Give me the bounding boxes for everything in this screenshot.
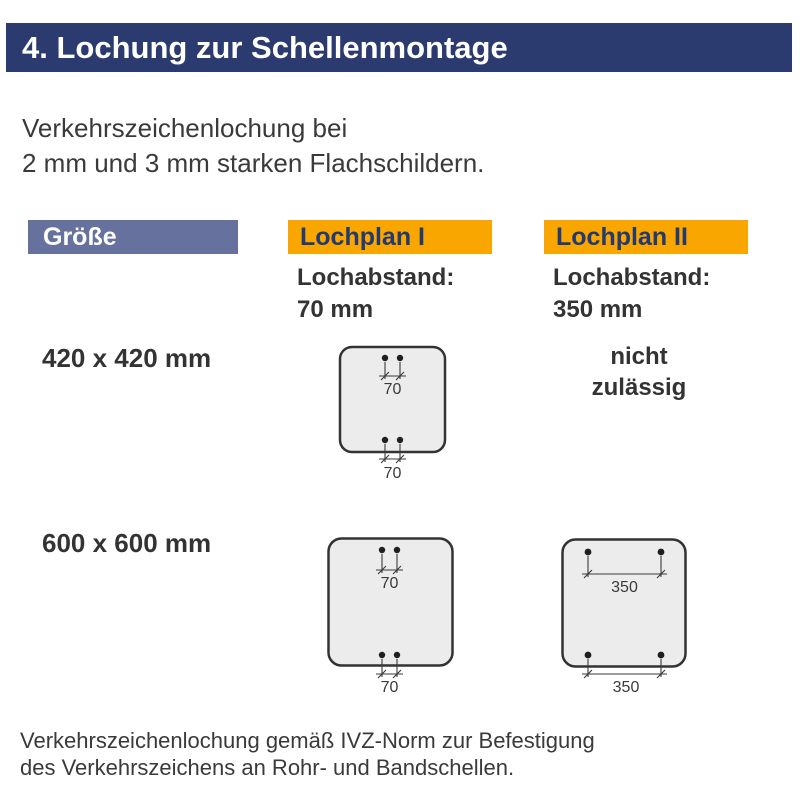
page-title: 4. Lochung zur Schellenmontage bbox=[22, 30, 508, 65]
mounting-hole bbox=[585, 549, 592, 556]
column-header-lochplan2 bbox=[544, 220, 748, 254]
lochplan2-header-label: Lochplan II bbox=[556, 223, 688, 251]
dimension-label-top: 350 bbox=[611, 579, 638, 596]
intro-line2: 2 mm und 3 mm starken Flachschildern. bbox=[22, 148, 485, 178]
lochplan2-not-allowed-note bbox=[565, 341, 713, 403]
mounting-hole bbox=[379, 547, 385, 553]
mounting-hole bbox=[382, 355, 388, 361]
lochplan1-header-label: Lochplan I bbox=[300, 223, 425, 251]
sign-plate-shape bbox=[329, 539, 453, 666]
footer-note bbox=[20, 727, 595, 781]
dimension-label-bottom: 350 bbox=[612, 679, 640, 696]
dimension-label-bottom: 70 bbox=[383, 465, 402, 482]
column-header-lochplan1 bbox=[288, 220, 492, 254]
sign-plate-shape bbox=[563, 540, 686, 667]
mounting-hole bbox=[394, 547, 400, 553]
column-header-size bbox=[28, 220, 238, 254]
size-label-420: 420 x 420 mm bbox=[42, 343, 212, 373]
dimension-label-bottom: 70 bbox=[380, 679, 399, 696]
mounting-hole bbox=[382, 437, 388, 443]
lochplan1-spacing-value: 70 mm bbox=[297, 296, 374, 323]
mounting-hole bbox=[394, 652, 400, 658]
sign-plate-shape bbox=[340, 347, 445, 452]
lochplan1-spacing-title: Lochabstand: bbox=[297, 264, 455, 291]
sign-diagram-420-lochplan1 bbox=[330, 342, 460, 492]
mounting-hole bbox=[658, 549, 665, 556]
section-title-bar bbox=[6, 23, 792, 72]
lochplan2-spacing-value: 350 mm bbox=[553, 296, 643, 323]
not-allowed-line1: nicht bbox=[610, 343, 668, 370]
mounting-hole bbox=[585, 652, 592, 659]
lochplan2-spacing-title: Lochabstand: bbox=[553, 264, 711, 291]
sign-diagram-600-lochplan1 bbox=[324, 534, 464, 699]
size-header-label: Größe bbox=[43, 223, 117, 251]
mounting-hole bbox=[397, 437, 403, 443]
mounting-hole bbox=[397, 355, 403, 361]
footer-line2: des Verkehrszeichens an Rohr- und Bandschellen. bbox=[20, 755, 515, 780]
dimension-label-top: 70 bbox=[383, 381, 402, 398]
intro-text bbox=[22, 111, 484, 181]
mounting-hole bbox=[379, 652, 385, 658]
footer-line1: Verkehrszeichenlochung gemäß IVZ-Norm zur Befestigung bbox=[20, 728, 595, 753]
sign-diagram-600-lochplan2 bbox=[556, 534, 701, 699]
dimension-label-top: 70 bbox=[380, 575, 399, 592]
lochplan2-spacing-note bbox=[553, 262, 710, 326]
mounting-hole bbox=[658, 652, 665, 659]
intro-line1: Verkehrszeichenlochung bei bbox=[22, 113, 348, 143]
lochplan1-spacing-note bbox=[297, 262, 454, 326]
not-allowed-line2: zulässig bbox=[591, 374, 687, 401]
size-label-600: 600 x 600 mm bbox=[42, 528, 212, 558]
